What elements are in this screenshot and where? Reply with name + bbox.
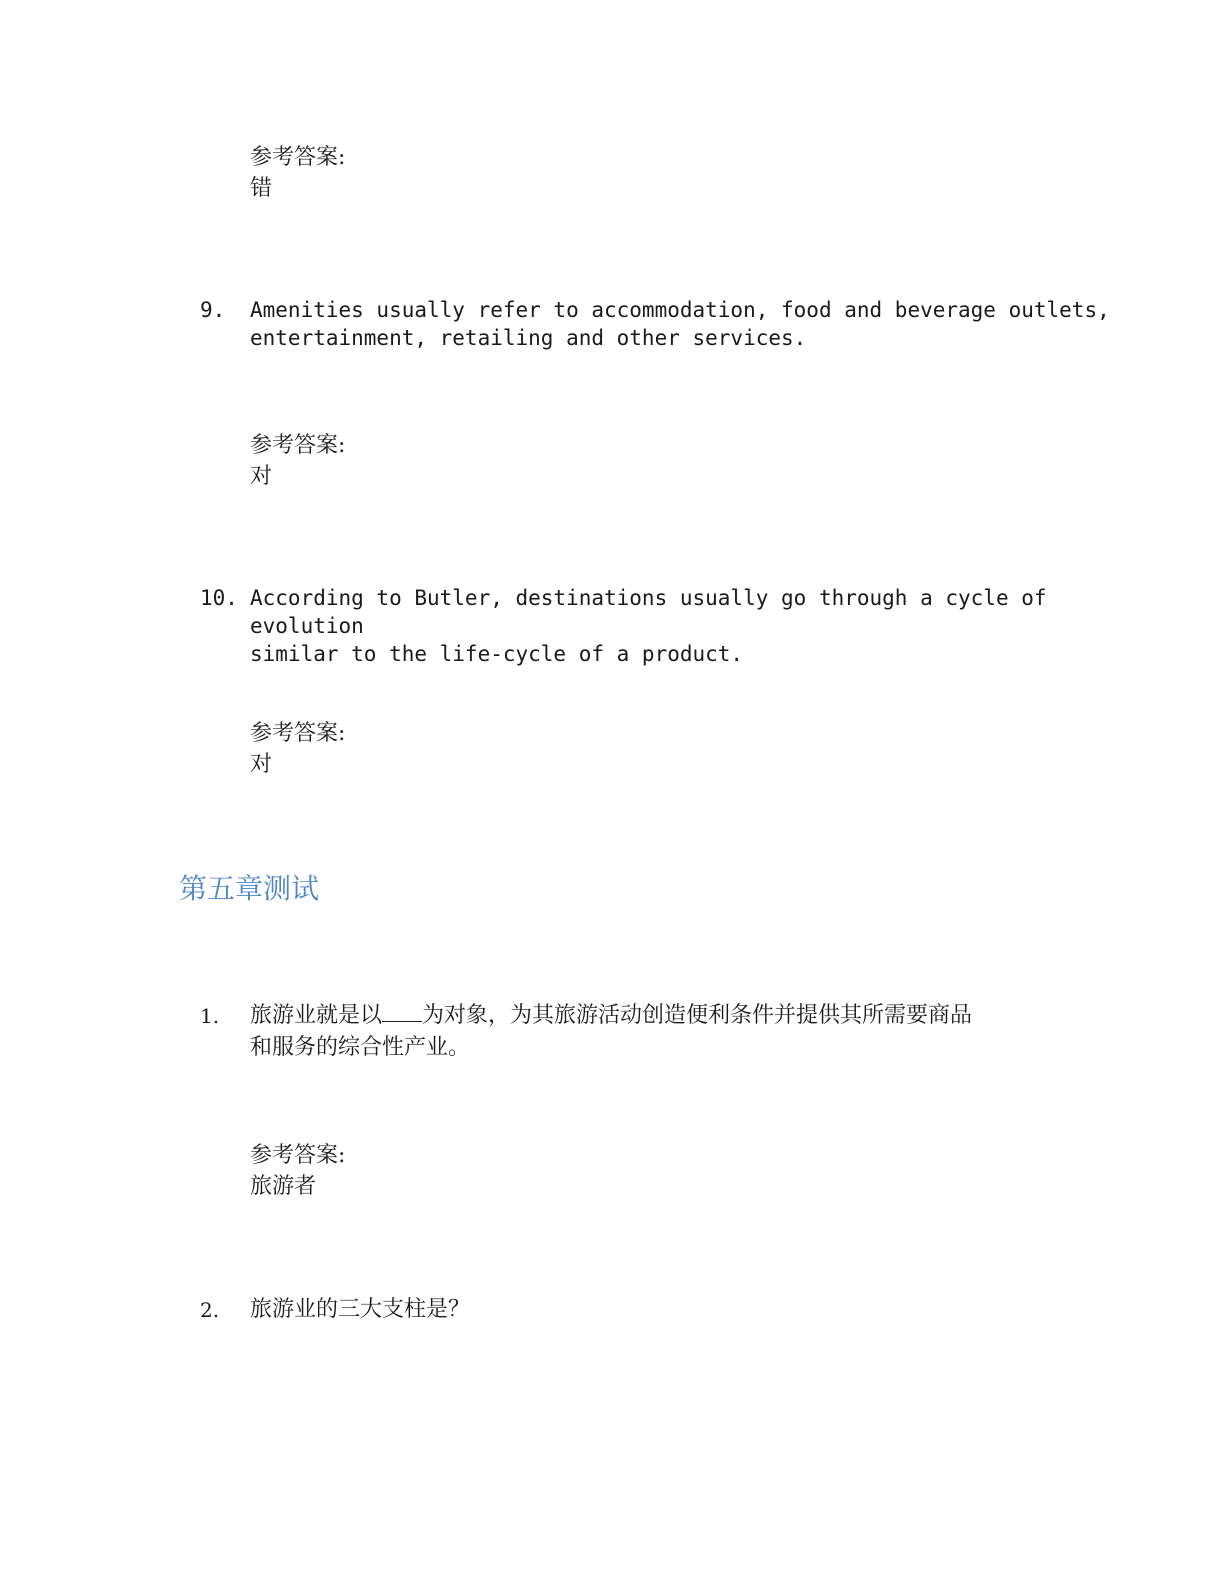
question-number: 9.: [200, 298, 226, 322]
answer-label: 参考答案:: [250, 145, 346, 170]
question-9: [200, 296, 1130, 352]
chapter5-question-2: [200, 1294, 1130, 1326]
answer-block-8: [250, 142, 345, 204]
question-text-before-blank: 旅游业就是以: [250, 1003, 383, 1028]
question-text-line-2: similar to the life-cycle of a product.: [250, 642, 744, 666]
question-number: 1.: [200, 1004, 220, 1028]
question-text: [250, 1000, 1130, 1064]
question-text-after-blank: 为对象，为其旅游活动创造便利条件并提供其所需要商品: [422, 1003, 973, 1028]
question-number: 10.: [200, 586, 238, 610]
answer-value: 错: [250, 176, 273, 201]
chapter-heading: 第五章测试: [179, 872, 320, 905]
question-text: [250, 584, 1130, 668]
answer-block-9: [250, 430, 345, 492]
answer-value: 对: [250, 752, 273, 777]
answer-value: 对: [250, 464, 273, 489]
question-text-line-1: Amenities usually refer to accommodation, food and beverage outlets,: [250, 298, 1110, 322]
chapter5-answer-block-1: [250, 1140, 345, 1202]
answer-block-10: [250, 718, 345, 780]
question-text-line-2: entertainment, retailing and other services.: [250, 326, 807, 350]
question-number: 2.: [200, 1298, 220, 1322]
answer-label: 参考答案:: [250, 721, 346, 746]
answer-value: 旅游者: [250, 1174, 317, 1199]
question-10: [200, 584, 1130, 668]
answer-label: 参考答案:: [250, 1143, 346, 1168]
question-text: 旅游业的三大支柱是？: [250, 1297, 471, 1322]
question-text-line-1: [250, 1000, 1130, 1032]
chapter5-question-1: [200, 1000, 1130, 1064]
fill-in-blank: [382, 1001, 422, 1022]
answer-label: 参考答案:: [250, 433, 346, 458]
question-text-line-1: According to Butler, destinations usually go through a cycle of evolution: [250, 586, 1047, 638]
question-text: [250, 296, 1130, 352]
question-text-line-2: 和服务的综合性产业。: [250, 1035, 471, 1060]
